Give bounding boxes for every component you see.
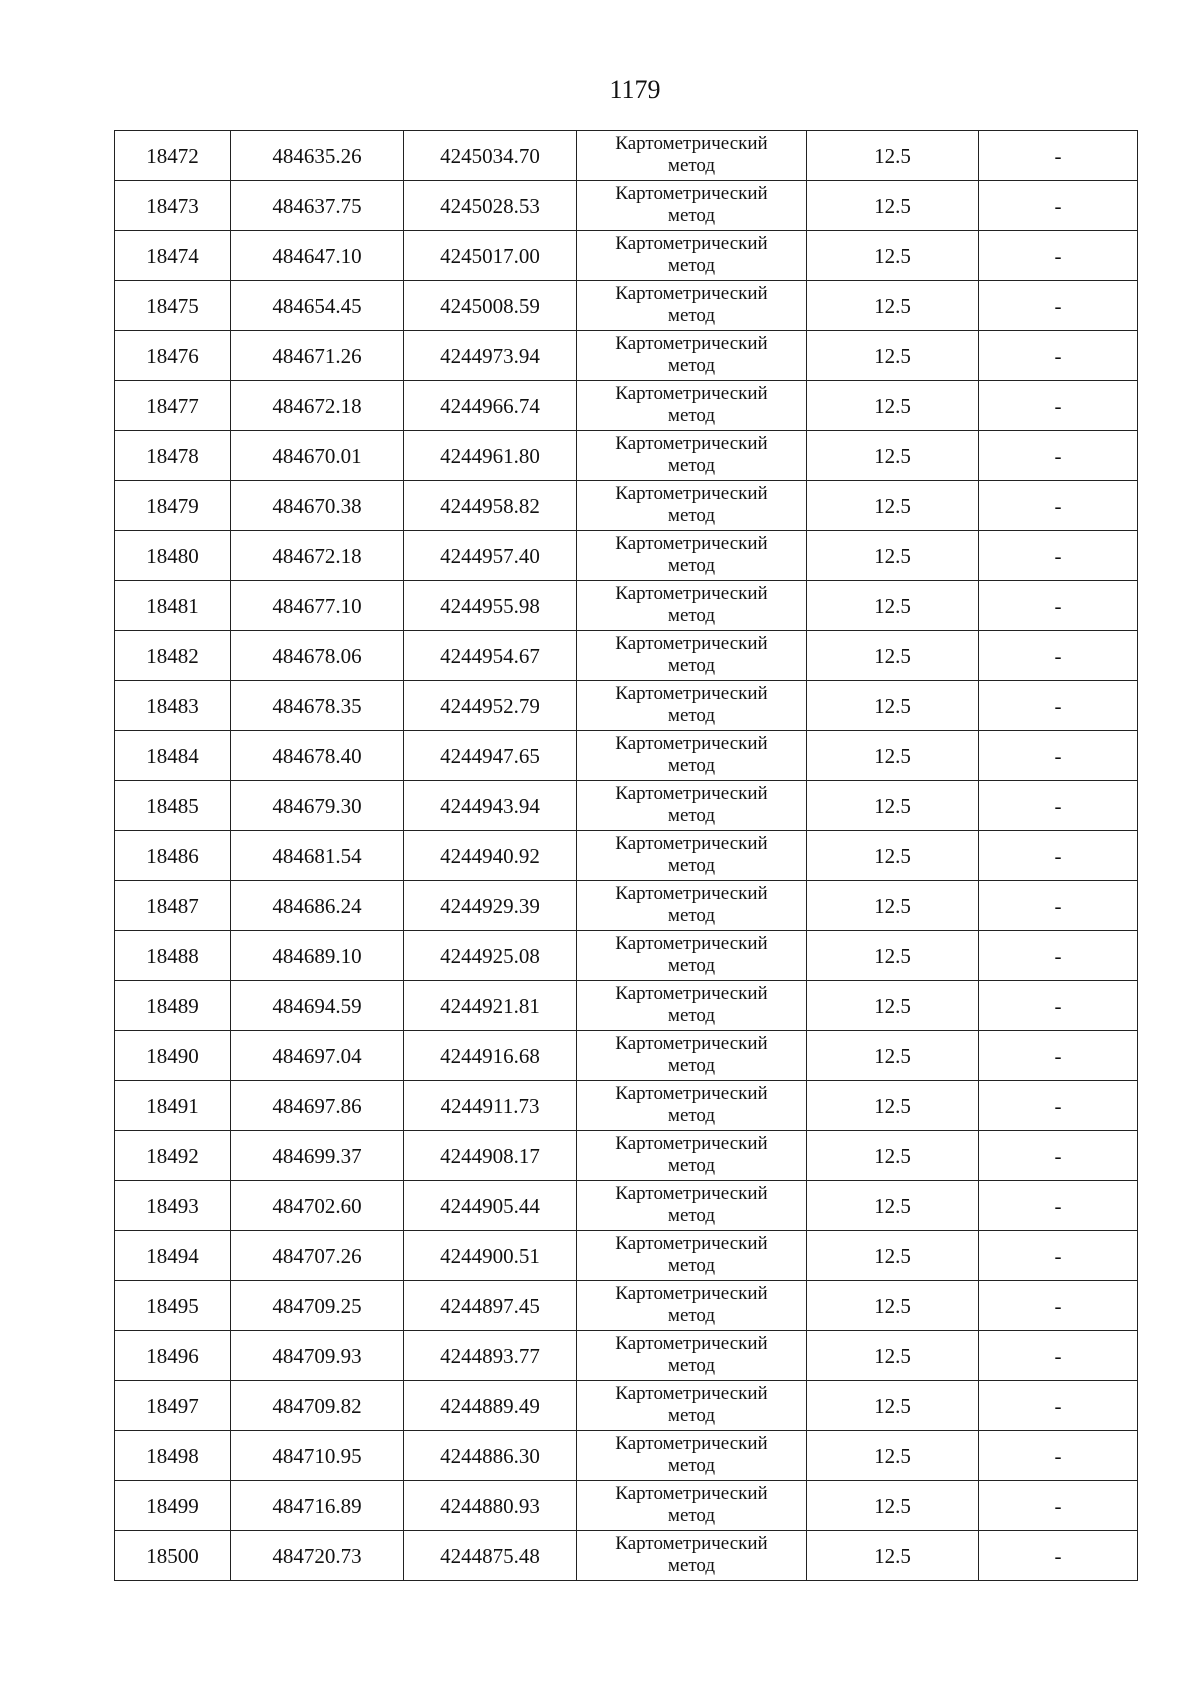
method-line-1: Картометрический <box>615 482 768 504</box>
method-cell <box>577 931 807 981</box>
method-cell <box>577 181 807 231</box>
note-cell: - <box>979 1531 1138 1581</box>
point-id-cell: 18474 <box>115 231 231 281</box>
y-coordinate-cell: 4245008.59 <box>404 281 577 331</box>
note-cell: - <box>979 931 1138 981</box>
y-coordinate-cell: 4244880.93 <box>404 1481 577 1531</box>
table-row <box>115 931 1138 981</box>
method-cell <box>577 1431 807 1481</box>
accuracy-cell: 12.5 <box>807 781 979 831</box>
method-line-2: метод <box>667 1154 716 1176</box>
y-coordinate-cell: 4244958.82 <box>404 481 577 531</box>
x-coordinate-cell: 484678.40 <box>231 731 404 781</box>
method-line-1: Картометрический <box>615 982 768 1004</box>
point-id-cell: 18499 <box>115 1481 231 1531</box>
x-coordinate-cell: 484654.45 <box>231 281 404 331</box>
point-id-cell: 18475 <box>115 281 231 331</box>
note-cell: - <box>979 831 1138 881</box>
method-cell <box>577 481 807 531</box>
method-line-2: метод <box>667 1204 716 1226</box>
note-cell: - <box>979 1031 1138 1081</box>
method-line-2: метод <box>667 204 716 226</box>
accuracy-cell: 12.5 <box>807 1331 979 1381</box>
method-line-1: Картометрический <box>615 932 768 954</box>
point-id-cell: 18495 <box>115 1281 231 1331</box>
method-cell <box>577 1081 807 1131</box>
note-cell: - <box>979 1431 1138 1481</box>
accuracy-cell: 12.5 <box>807 1081 979 1131</box>
point-id-cell: 18480 <box>115 531 231 581</box>
accuracy-cell: 12.5 <box>807 481 979 531</box>
method-line-2: метод <box>667 1504 716 1526</box>
method-line-1: Картометрический <box>615 1082 768 1104</box>
method-line-2: метод <box>667 1404 716 1426</box>
x-coordinate-cell: 484677.10 <box>231 581 404 631</box>
accuracy-cell: 12.5 <box>807 1131 979 1181</box>
note-cell: - <box>979 881 1138 931</box>
method-cell <box>577 1481 807 1531</box>
x-coordinate-cell: 484670.01 <box>231 431 404 481</box>
point-id-cell: 18491 <box>115 1081 231 1131</box>
method-cell <box>577 281 807 331</box>
coordinates-table <box>114 130 1138 1581</box>
method-cell <box>577 381 807 431</box>
x-coordinate-cell: 484672.18 <box>231 381 404 431</box>
note-cell: - <box>979 681 1138 731</box>
note-cell: - <box>979 1281 1138 1331</box>
accuracy-cell: 12.5 <box>807 1431 979 1481</box>
table-row <box>115 981 1138 1031</box>
accuracy-cell: 12.5 <box>807 1231 979 1281</box>
method-line-1: Картометрический <box>615 832 768 854</box>
method-line-2: метод <box>667 1254 716 1276</box>
point-id-cell: 18493 <box>115 1181 231 1231</box>
note-cell: - <box>979 331 1138 381</box>
table-row <box>115 1331 1138 1381</box>
note-cell: - <box>979 481 1138 531</box>
table-row <box>115 431 1138 481</box>
point-id-cell: 18473 <box>115 181 231 231</box>
method-cell <box>577 781 807 831</box>
table-row <box>115 1481 1138 1531</box>
note-cell: - <box>979 581 1138 631</box>
method-line-2: метод <box>667 604 716 626</box>
accuracy-cell: 12.5 <box>807 981 979 1031</box>
method-cell <box>577 531 807 581</box>
y-coordinate-cell: 4244929.39 <box>404 881 577 931</box>
y-coordinate-cell: 4244954.67 <box>404 631 577 681</box>
note-cell: - <box>979 231 1138 281</box>
method-cell <box>577 231 807 281</box>
y-coordinate-cell: 4244893.77 <box>404 1331 577 1381</box>
method-line-1: Картометрический <box>615 1532 768 1554</box>
method-cell <box>577 331 807 381</box>
note-cell: - <box>979 131 1138 181</box>
method-line-2: метод <box>667 1304 716 1326</box>
point-id-cell: 18476 <box>115 331 231 381</box>
table-row <box>115 1031 1138 1081</box>
method-line-2: метод <box>667 1454 716 1476</box>
table-row <box>115 1281 1138 1331</box>
x-coordinate-cell: 484679.30 <box>231 781 404 831</box>
accuracy-cell: 12.5 <box>807 581 979 631</box>
accuracy-cell: 12.5 <box>807 1181 979 1231</box>
x-coordinate-cell: 484678.06 <box>231 631 404 681</box>
method-cell <box>577 831 807 881</box>
table-row <box>115 1231 1138 1281</box>
x-coordinate-cell: 484671.26 <box>231 331 404 381</box>
y-coordinate-cell: 4244961.80 <box>404 431 577 481</box>
method-cell <box>577 881 807 931</box>
accuracy-cell: 12.5 <box>807 1031 979 1081</box>
method-cell <box>577 731 807 781</box>
table-row <box>115 231 1138 281</box>
table-row <box>115 581 1138 631</box>
table-row <box>115 481 1138 531</box>
note-cell: - <box>979 981 1138 1031</box>
method-line-1: Картометрический <box>615 1232 768 1254</box>
method-line-1: Картометрический <box>615 882 768 904</box>
page-number: 1179 <box>609 75 661 104</box>
method-line-2: метод <box>667 504 716 526</box>
method-line-2: метод <box>667 404 716 426</box>
coordinates-table-body <box>115 131 1138 1581</box>
point-id-cell: 18485 <box>115 781 231 831</box>
method-line-2: метод <box>667 754 716 776</box>
note-cell: - <box>979 1381 1138 1431</box>
x-coordinate-cell: 484672.18 <box>231 531 404 581</box>
y-coordinate-cell: 4244957.40 <box>404 531 577 581</box>
method-line-1: Картометрический <box>615 1432 768 1454</box>
method-cell <box>577 431 807 481</box>
method-line-1: Картометрический <box>615 1482 768 1504</box>
x-coordinate-cell: 484699.37 <box>231 1131 404 1181</box>
method-line-2: метод <box>667 704 716 726</box>
y-coordinate-cell: 4244955.98 <box>404 581 577 631</box>
accuracy-cell: 12.5 <box>807 631 979 681</box>
point-id-cell: 18479 <box>115 481 231 531</box>
method-line-1: Картометрический <box>615 332 768 354</box>
accuracy-cell: 12.5 <box>807 1281 979 1331</box>
table-row <box>115 281 1138 331</box>
accuracy-cell: 12.5 <box>807 281 979 331</box>
x-coordinate-cell: 484637.75 <box>231 181 404 231</box>
y-coordinate-cell: 4244900.51 <box>404 1231 577 1281</box>
point-id-cell: 18478 <box>115 431 231 481</box>
table-row <box>115 1381 1138 1431</box>
accuracy-cell: 12.5 <box>807 831 979 881</box>
table-row <box>115 631 1138 681</box>
table-row <box>115 781 1138 831</box>
y-coordinate-cell: 4244947.65 <box>404 731 577 781</box>
method-line-1: Картометрический <box>615 282 768 304</box>
accuracy-cell: 12.5 <box>807 331 979 381</box>
note-cell: - <box>979 781 1138 831</box>
method-cell <box>577 581 807 631</box>
note-cell: - <box>979 1181 1138 1231</box>
table-row <box>115 131 1138 181</box>
method-line-2: метод <box>667 304 716 326</box>
method-cell <box>577 1181 807 1231</box>
x-coordinate-cell: 484694.59 <box>231 981 404 1031</box>
method-cell <box>577 681 807 731</box>
method-line-2: метод <box>667 654 716 676</box>
note-cell: - <box>979 631 1138 681</box>
point-id-cell: 18483 <box>115 681 231 731</box>
method-line-2: метод <box>667 804 716 826</box>
y-coordinate-cell: 4244916.68 <box>404 1031 577 1081</box>
y-coordinate-cell: 4244925.08 <box>404 931 577 981</box>
table-row <box>115 531 1138 581</box>
y-coordinate-cell: 4245028.53 <box>404 181 577 231</box>
x-coordinate-cell: 484709.25 <box>231 1281 404 1331</box>
method-line-1: Картометрический <box>615 682 768 704</box>
x-coordinate-cell: 484686.24 <box>231 881 404 931</box>
method-line-2: метод <box>667 854 716 876</box>
point-id-cell: 18488 <box>115 931 231 981</box>
method-line-2: метод <box>667 1104 716 1126</box>
y-coordinate-cell: 4244940.92 <box>404 831 577 881</box>
point-id-cell: 18472 <box>115 131 231 181</box>
method-cell <box>577 1531 807 1581</box>
method-line-1: Картометрический <box>615 732 768 754</box>
method-line-2: метод <box>667 1554 716 1576</box>
method-cell <box>577 1281 807 1331</box>
method-line-1: Картометрический <box>615 1282 768 1304</box>
x-coordinate-cell: 484697.86 <box>231 1081 404 1131</box>
method-line-2: метод <box>667 354 716 376</box>
x-coordinate-cell: 484707.26 <box>231 1231 404 1281</box>
note-cell: - <box>979 1231 1138 1281</box>
method-line-2: метод <box>667 554 716 576</box>
table-row <box>115 731 1138 781</box>
note-cell: - <box>979 1481 1138 1531</box>
method-line-1: Картометрический <box>615 582 768 604</box>
point-id-cell: 18492 <box>115 1131 231 1181</box>
table-row <box>115 881 1138 931</box>
method-line-1: Картометрический <box>615 1132 768 1154</box>
accuracy-cell: 12.5 <box>807 1531 979 1581</box>
method-line-2: метод <box>667 254 716 276</box>
y-coordinate-cell: 4244905.44 <box>404 1181 577 1231</box>
note-cell: - <box>979 431 1138 481</box>
x-coordinate-cell: 484678.35 <box>231 681 404 731</box>
y-coordinate-cell: 4244911.73 <box>404 1081 577 1131</box>
y-coordinate-cell: 4244886.30 <box>404 1431 577 1481</box>
y-coordinate-cell: 4244889.49 <box>404 1381 577 1431</box>
accuracy-cell: 12.5 <box>807 681 979 731</box>
method-line-2: метод <box>667 1004 716 1026</box>
method-line-1: Картометрический <box>615 532 768 554</box>
method-line-1: Картометрический <box>615 232 768 254</box>
accuracy-cell: 12.5 <box>807 231 979 281</box>
x-coordinate-cell: 484710.95 <box>231 1431 404 1481</box>
point-id-cell: 18484 <box>115 731 231 781</box>
table-row <box>115 1531 1138 1581</box>
y-coordinate-cell: 4244973.94 <box>404 331 577 381</box>
y-coordinate-cell: 4245034.70 <box>404 131 577 181</box>
note-cell: - <box>979 1081 1138 1131</box>
x-coordinate-cell: 484709.82 <box>231 1381 404 1431</box>
method-line-2: метод <box>667 1354 716 1376</box>
y-coordinate-cell: 4244875.48 <box>404 1531 577 1581</box>
y-coordinate-cell: 4244952.79 <box>404 681 577 731</box>
table-row <box>115 381 1138 431</box>
note-cell: - <box>979 731 1138 781</box>
note-cell: - <box>979 381 1138 431</box>
method-line-1: Картометрический <box>615 1182 768 1204</box>
x-coordinate-cell: 484720.73 <box>231 1531 404 1581</box>
point-id-cell: 18498 <box>115 1431 231 1481</box>
table-row <box>115 181 1138 231</box>
x-coordinate-cell: 484702.60 <box>231 1181 404 1231</box>
point-id-cell: 18497 <box>115 1381 231 1431</box>
note-cell: - <box>979 531 1138 581</box>
y-coordinate-cell: 4244943.94 <box>404 781 577 831</box>
point-id-cell: 18486 <box>115 831 231 881</box>
table-row <box>115 681 1138 731</box>
method-cell <box>577 1031 807 1081</box>
accuracy-cell: 12.5 <box>807 731 979 781</box>
method-line-2: метод <box>667 954 716 976</box>
table-row <box>115 1131 1138 1181</box>
point-id-cell: 18490 <box>115 1031 231 1081</box>
y-coordinate-cell: 4245017.00 <box>404 231 577 281</box>
point-id-cell: 18482 <box>115 631 231 681</box>
accuracy-cell: 12.5 <box>807 131 979 181</box>
method-line-1: Картометрический <box>615 132 768 154</box>
note-cell: - <box>979 181 1138 231</box>
note-cell: - <box>979 1331 1138 1381</box>
point-id-cell: 18500 <box>115 1531 231 1581</box>
method-line-1: Картометрический <box>615 182 768 204</box>
note-cell: - <box>979 1131 1138 1181</box>
x-coordinate-cell: 484716.89 <box>231 1481 404 1531</box>
point-id-cell: 18487 <box>115 881 231 931</box>
x-coordinate-cell: 484709.93 <box>231 1331 404 1381</box>
accuracy-cell: 12.5 <box>807 531 979 581</box>
accuracy-cell: 12.5 <box>807 931 979 981</box>
method-line-1: Картометрический <box>615 1382 768 1404</box>
method-cell <box>577 1381 807 1431</box>
method-cell <box>577 631 807 681</box>
table-row <box>115 1081 1138 1131</box>
table-row <box>115 1181 1138 1231</box>
method-cell <box>577 1331 807 1381</box>
method-line-2: метод <box>667 1054 716 1076</box>
method-cell <box>577 1131 807 1181</box>
accuracy-cell: 12.5 <box>807 1481 979 1531</box>
x-coordinate-cell: 484670.38 <box>231 481 404 531</box>
accuracy-cell: 12.5 <box>807 431 979 481</box>
method-line-2: метод <box>667 454 716 476</box>
x-coordinate-cell: 484635.26 <box>231 131 404 181</box>
point-id-cell: 18481 <box>115 581 231 631</box>
point-id-cell: 18489 <box>115 981 231 1031</box>
table-row <box>115 331 1138 381</box>
x-coordinate-cell: 484681.54 <box>231 831 404 881</box>
method-line-1: Картометрический <box>615 782 768 804</box>
point-id-cell: 18477 <box>115 381 231 431</box>
method-line-1: Картометрический <box>615 1032 768 1054</box>
y-coordinate-cell: 4244908.17 <box>404 1131 577 1181</box>
y-coordinate-cell: 4244921.81 <box>404 981 577 1031</box>
y-coordinate-cell: 4244897.45 <box>404 1281 577 1331</box>
accuracy-cell: 12.5 <box>807 1381 979 1431</box>
point-id-cell: 18496 <box>115 1331 231 1381</box>
method-line-1: Картометрический <box>615 632 768 654</box>
point-id-cell: 18494 <box>115 1231 231 1281</box>
x-coordinate-cell: 484647.10 <box>231 231 404 281</box>
accuracy-cell: 12.5 <box>807 181 979 231</box>
method-line-1: Картометрический <box>615 1332 768 1354</box>
method-cell <box>577 981 807 1031</box>
method-cell <box>577 1231 807 1281</box>
method-line-2: метод <box>667 904 716 926</box>
table-row <box>115 831 1138 881</box>
method-line-1: Картометрический <box>615 382 768 404</box>
y-coordinate-cell: 4244966.74 <box>404 381 577 431</box>
x-coordinate-cell: 484689.10 <box>231 931 404 981</box>
x-coordinate-cell: 484697.04 <box>231 1031 404 1081</box>
method-line-1: Картометрический <box>615 432 768 454</box>
note-cell: - <box>979 281 1138 331</box>
table-row <box>115 1431 1138 1481</box>
method-line-2: метод <box>667 154 716 176</box>
accuracy-cell: 12.5 <box>807 381 979 431</box>
method-cell <box>577 131 807 181</box>
accuracy-cell: 12.5 <box>807 881 979 931</box>
